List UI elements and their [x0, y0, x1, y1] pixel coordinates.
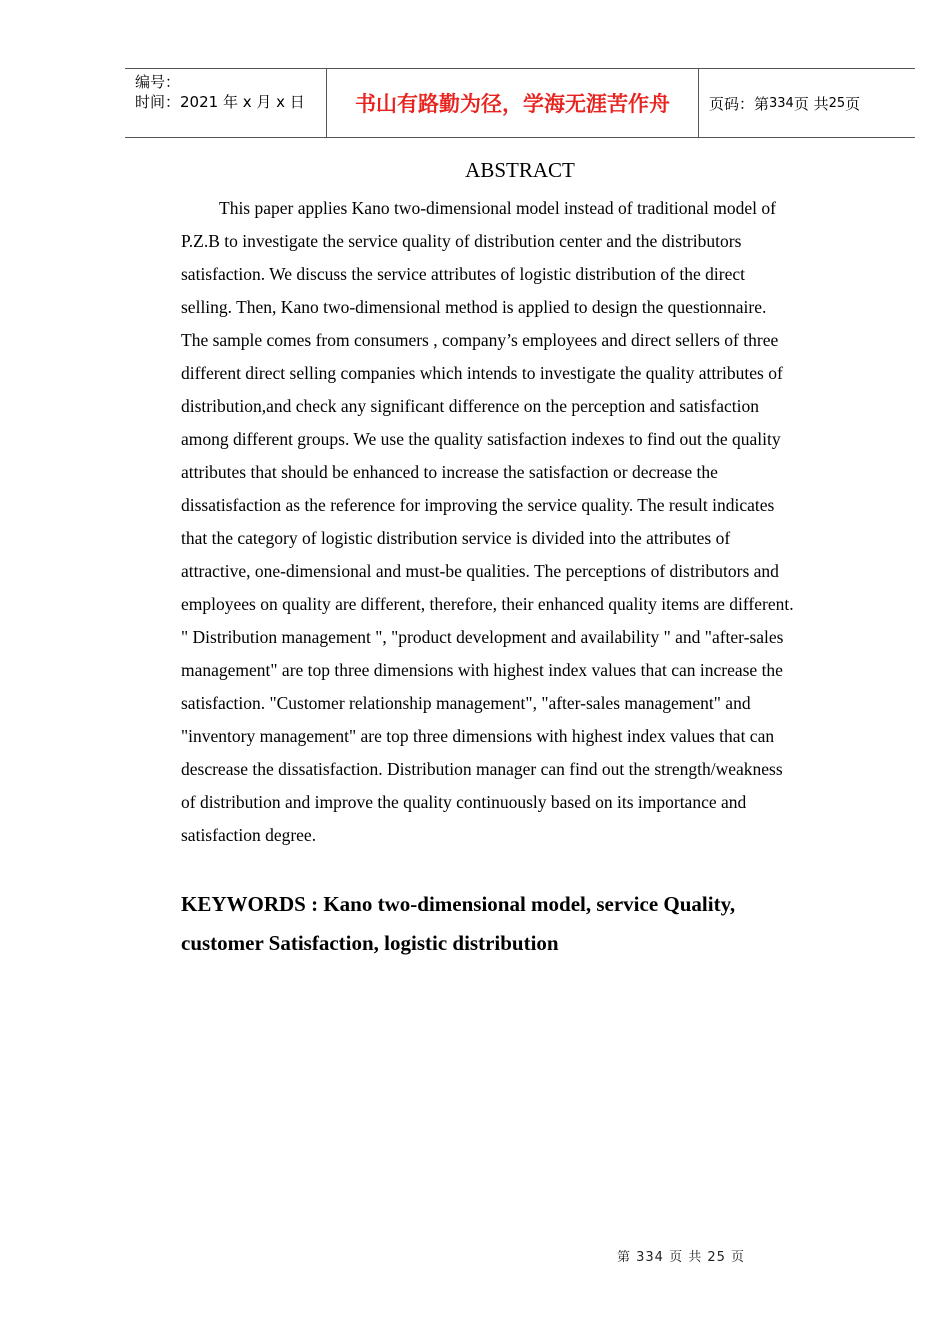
page-footer: 第 334 页 共 25 页 — [617, 1250, 746, 1265]
abstract-line: of distribution and improve the quality continuously based on its importance and — [181, 792, 747, 812]
abstract-line: distribution,and check any significant difference on the perception and satisfaction — [181, 396, 759, 416]
page-total: 25 — [828, 95, 846, 111]
abstract-line: P.Z.B to investigate the service quality of distribution center and the distributors — [181, 231, 742, 251]
page-suffix: 页 — [845, 94, 861, 113]
abstract-body — [181, 192, 856, 852]
page-prefix: 页码：第 — [709, 94, 770, 113]
page-current: 334 — [769, 95, 794, 111]
abstract-line: The sample comes from consumers , company’s employees and direct sellers of three — [181, 330, 779, 350]
page-mid: 页 共 — [793, 94, 829, 113]
abstract-line: attractive, one-dimensional and must-be qualities. The perceptions of distributors and — [181, 561, 779, 581]
page-number-cell — [700, 69, 915, 137]
keywords-line: KEYWORDS : Kano two-dimensional model, service Quality, — [181, 892, 736, 916]
header-info-cell — [125, 69, 327, 137]
motto-cell — [327, 69, 699, 137]
abstract-line: descrease the dissatisfaction. Distribution manager can find out the strength/weakness — [181, 759, 783, 779]
number-label: 编号： — [135, 73, 181, 91]
abstract-line: satisfaction. "Customer relationship management", "after-sales management" and — [181, 693, 751, 713]
abstract-line: employees on quality are different, therefore, their enhanced quality items are different. — [181, 594, 794, 614]
keywords-block — [181, 885, 841, 962]
time-label: 时间：2021 年 x 月 x 日 — [135, 93, 305, 111]
abstract-title: ABSTRACT — [465, 158, 575, 182]
abstract-line: attributes that should be enhanced to increase the satisfaction or decrease the — [181, 462, 718, 482]
abstract-line: among different groups. We use the quality satisfaction indexes to find out the quality — [181, 429, 781, 449]
abstract-line: satisfaction degree. — [181, 825, 317, 845]
abstract-line: "inventory management" are top three dimensions with highest index values that can — [181, 726, 775, 746]
abstract-line: " Distribution management ", "product development and availability " and "after-sales — [181, 627, 784, 647]
abstract-line: This paper applies Kano two-dimensional model instead of traditional model of — [219, 198, 776, 218]
page-header — [125, 68, 915, 138]
abstract-line: selling. Then, Kano two-dimensional method is applied to design the questionnaire. — [181, 297, 767, 317]
motto-text: 书山有路勤为径，学海无涯苦作舟 — [355, 92, 670, 116]
abstract-line: management" are top three dimensions with highest index values that can increase the — [181, 660, 783, 680]
keywords-line: customer Satisfaction, logistic distribution — [181, 930, 559, 955]
abstract-line: that the category of logistic distribution service is divided into the attributes of — [181, 528, 731, 548]
abstract-line: satisfaction. We discuss the service attributes of logistic distribution of the direct — [181, 264, 745, 284]
abstract-line: dissatisfaction as the reference for improving the service quality. The result indicates — [181, 495, 775, 515]
abstract-line: different direct selling companies which intends to investigate the quality attributes of — [181, 363, 783, 383]
